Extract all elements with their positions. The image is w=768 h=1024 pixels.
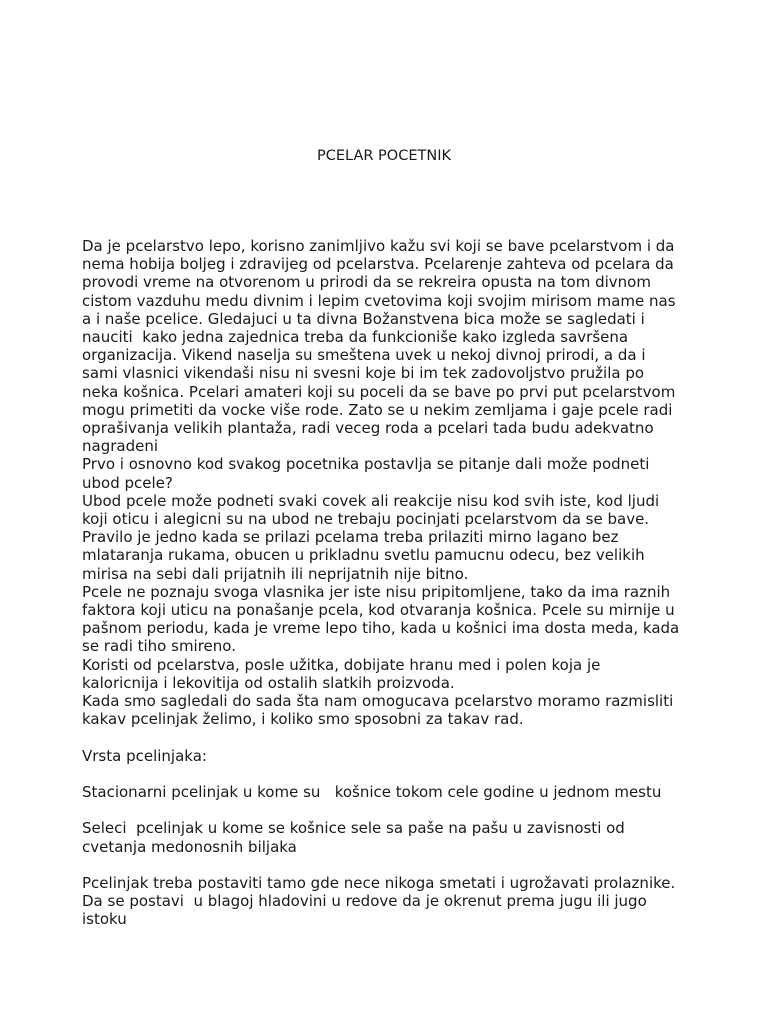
spacer: [82, 801, 702, 819]
spacer: [82, 856, 702, 874]
paragraph-placement: Pcelinjak treba postaviti tamo gde nece nikoga smetati i ugrožavati prolaznike.: [82, 874, 676, 893]
paragraph-rule: Pravilo je jedno kada se prilazi pcelama treba prilaziti mirno lagano bez mlataranja rukama, obucen u prikladnu svetlu pamucnu odecu, bez velikih mirisa na sebi dali prijatnih ili neprijatnih nije bitno.: [82, 528, 645, 583]
paragraph-migratory: Seleci pcelinjak u kome se košnice sele sa paše na pašu u zavisnosti od cvetanja medonosnih biljaka: [82, 819, 625, 856]
spacer: [82, 728, 702, 746]
section-heading: Vrsta pcelinjaka:: [82, 746, 207, 765]
paragraph-planning: Kada smo sagledali do sada šta nam omogucava pcelarstvo moramo razmisliti kakav pcelinjak želimo, i koliko smo sposobni za takav rad.: [82, 692, 674, 729]
paragraph-stationary: Stacionarni pcelinjak u kome su košnice tokom cele godine u jednom mestu: [82, 783, 662, 802]
document-title: PCELAR POCETNIK: [317, 148, 451, 164]
paragraph-benefits: Koristi od pcelarstva, posle užitka, dobijate hranu med i polen koja je kaloricnija i lekovitija od ostalih slatkih proizvoda.: [82, 655, 601, 692]
paragraph-question: Prvo i osnovno kod svakog pocetnika postavlja se pitanje dali može podneti ubod pcele?: [82, 455, 650, 492]
paragraph-orientation: Da se postavi u blagoj hladovini u redove da je okrenut prema jugu ili jugo istoku: [82, 892, 647, 929]
paragraph-intro: Da je pcelarstvo lepo, korisno zanimljivo kažu svi koji se bave pcelarstvom i da nema hobija boljeg i zdravijeg od pcelarstva. Pcelarenje zahteva od pcelara da provodi vreme na otvorenom u prirodi da se rekreira opusta na tom divnom cistom vazduhu medu divnim i lepim cvetovima koji svojim mirisom mame nas a i naše pcelice. Gledajuci u ta divna Božanstvena bica može se sagledati i nauciti kako jedna zajednica treba da funkcioniše kako izgleda savršena organizacija. Vikend naselja su smeštena uvek u nekoj divnoj prirodi, a da i sami vlasnici vikendaši nisu ni svesni koje bi im tek zadovoljstvo pružila po neka košnica. Pcelari amateri koji su poceli da se bave po prvi put pcelarstvom mogu primetiti da vocke više rode. Zato se u nekim zemljama i gaje pcele radi oprašivanja velikih plantaža, radi veceg roda a pcelari tada budu adekvatno nagradeni: [82, 237, 676, 456]
document-body: [82, 237, 702, 929]
paragraph-behavior: Pcele ne poznaju svoga vlasnika jer iste nisu pripitomljene, tako da ima raznih faktora koji uticu na ponašanje pcela, kod otvaranja košnica. Pcele su mirnije u pašnom periodu, kada je vreme lepo tiho, kada u košnici ima dosta meda, kada se radi tiho smireno.: [82, 582, 680, 656]
spacer: [82, 765, 702, 783]
paragraph-sting: Ubod pcele može podneti svaki covek ali reakcije nisu kod svih iste, kod ljudi koji oticu i alegicni su na ubod ne trebaju pocinjati pcelarstvom da se bave.: [82, 491, 660, 529]
